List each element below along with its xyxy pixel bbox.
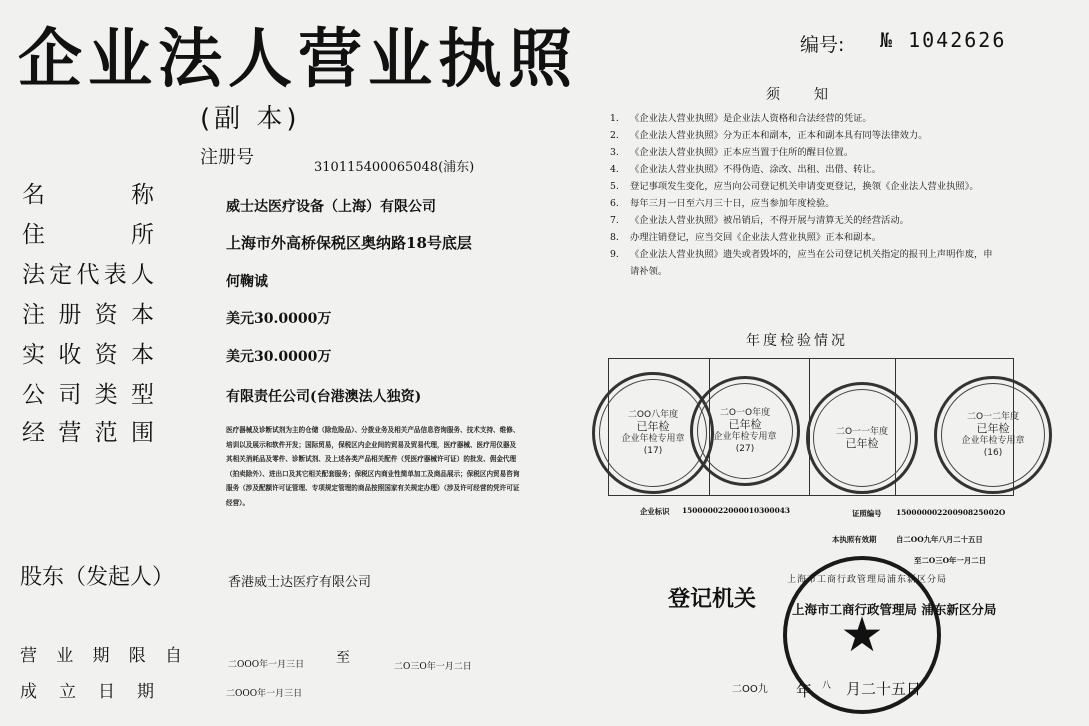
notice-text: 《企业法人营业执照》分为正本和副本，正本和副本具有同等法律效力。 xyxy=(630,130,928,141)
founded-date: 二OOO年一月三日 xyxy=(226,689,303,699)
label-char: 期 xyxy=(92,646,110,666)
notice-list xyxy=(610,110,1000,280)
label-char: 范 xyxy=(94,420,118,446)
stamp-ring xyxy=(813,389,911,487)
label-char: 人 xyxy=(131,262,154,288)
notice-item xyxy=(610,246,1000,280)
valid-to: 至二O三O年一月二日 xyxy=(914,556,987,565)
field-label-address xyxy=(22,216,154,249)
authority-label: 登记机关 xyxy=(668,587,757,612)
cert-number: 15000000220090825002O xyxy=(896,508,1006,517)
notice-text: 《企业法人营业执照》遗失或者毁坏的，应当在公司登记机关指定的报刊上声明作废，申请补领。 xyxy=(630,249,993,277)
label-char: 代 xyxy=(76,262,100,288)
stamp-status: 已年检 xyxy=(636,420,670,433)
label-char: 住 xyxy=(22,222,45,248)
serial-number: № 1042626 xyxy=(880,28,1007,52)
label-char: 定 xyxy=(49,262,73,288)
serial-label: 编号: xyxy=(800,34,845,56)
stamp-year: 二O一二年度 xyxy=(966,412,1020,422)
stamp-status: 已年检 xyxy=(728,418,762,431)
stamp-name: 企业年检专用章 xyxy=(713,432,777,442)
field-value-registered-capital: 美元30.0000万 xyxy=(226,311,332,327)
copy-type: (副 本) xyxy=(200,104,301,134)
notice-text: 《企业法人营业执照》是企业法人资格和合法经营的凭证。 xyxy=(630,113,872,124)
notice-heading: 须知 xyxy=(766,87,862,103)
field-value-company-type: 有限责任公司(台港澳法人独资) xyxy=(226,389,422,405)
stamp-status: 已年检 xyxy=(845,437,879,450)
shareholder-label: 股东（发起人） xyxy=(20,565,175,590)
enterprise-id: 150000022000010300043 xyxy=(682,506,790,515)
registration-label: 注册号 xyxy=(200,147,254,168)
label-char: 公 xyxy=(22,382,45,408)
label-char: 自 xyxy=(165,646,182,666)
label-char: 成 xyxy=(20,682,37,702)
stamp-code: (17) xyxy=(643,446,663,456)
notice-num: 5. xyxy=(610,181,619,192)
issue-year: 二OO九 xyxy=(732,684,768,695)
field-value-business-scope: 医疗器械及诊断试剂为主的仓储（除危险品）、分拨业务及相关产品信息咨询服务、技术支持、维修、培训以及展示和软件开发；国际贸易，保税区内企业间的贸易及贸易代理，医疗器械、医疗用仪器及其相关消耗品及零件、诊断试剂、及上述各类产品相关配件（凭医疗器械许可证）的批发、佣金代理（拍卖除外）、进出口及其它相关配套服务；保税区内商业性简单加工及商品展示；保税区内贸易咨询服务（涉及配额许可证管理、专项规定管理的商品按照国家有关规定办理）（涉及许可经营的凭许可证经营）。 xyxy=(226,426,520,507)
label-char: 营 xyxy=(20,646,37,666)
stamp-year: 二OO八年度 xyxy=(627,410,679,420)
shareholder-value: 香港威士达医疗有限公司 xyxy=(228,575,372,590)
notice-item xyxy=(610,161,1000,178)
annual-stamp xyxy=(690,376,800,486)
notice-item xyxy=(610,127,1000,144)
annual-inspection-heading: 年度检验情况 xyxy=(746,333,848,349)
annual-stamp xyxy=(806,382,918,494)
notice-num: 6. xyxy=(610,198,619,209)
notice-text: 《企业法人营业执照》不得伪造、涂改、出租、出借、转让。 xyxy=(630,164,882,175)
notice-num: 1. xyxy=(610,113,619,124)
field-label-company-type xyxy=(22,376,154,409)
label-char: 立 xyxy=(59,682,76,702)
authority-value: 上海市工商行政管理局 浦东新区分局 xyxy=(792,602,997,617)
stamp-name: 企业年检专用章 xyxy=(961,436,1025,446)
notice-item xyxy=(610,178,1000,195)
valid-from: 自二OO九年八月二十五日 xyxy=(896,535,983,544)
label-char: 日 xyxy=(98,682,115,702)
label-char: 所 xyxy=(131,222,154,248)
notice-item xyxy=(610,110,1000,127)
enterprise-id-label: 企业标识 xyxy=(640,507,670,516)
label-char: 注 xyxy=(22,302,45,328)
label-char: 资 xyxy=(94,302,118,328)
valid-label: 本执照有效期 xyxy=(832,535,877,544)
notice-num: 3. xyxy=(610,147,619,158)
label-char: 业 xyxy=(56,646,74,666)
field-label-business-scope xyxy=(22,414,154,447)
field-label-registered-capital xyxy=(22,296,154,329)
stamp-code: (27) xyxy=(735,444,755,454)
label-char: 称 xyxy=(131,182,154,208)
label-char: 期 xyxy=(137,682,154,702)
stamp-name: 企业年检专用章 xyxy=(621,434,685,444)
founded-label xyxy=(20,677,154,702)
notice-item xyxy=(610,144,1000,161)
notice-text: 每年三月一日至六月三十日，应当参加年度检验。 xyxy=(630,198,835,209)
label-char: 围 xyxy=(130,420,154,446)
stamp-code: (16) xyxy=(983,448,1003,458)
registration-number: 310115400065048(浦东) xyxy=(314,160,475,175)
notice-item xyxy=(610,212,1000,229)
field-value-address: 上海市外高桥保税区奥纳路18号底层 xyxy=(226,234,472,252)
stamp-status: 已年检 xyxy=(976,422,1010,435)
label-char: 型 xyxy=(130,382,154,408)
field-label-legal-rep xyxy=(22,256,154,289)
label-char: 限 xyxy=(128,646,146,666)
term-start: 二OOO年一月三日 xyxy=(228,660,305,670)
notice-text: 办理注销登记，应当交回《企业法人营业执照》正本和副本。 xyxy=(630,232,882,243)
label-char: 收 xyxy=(58,342,82,368)
notice-item xyxy=(610,229,1000,246)
term-end: 二O三O年一月二日 xyxy=(394,662,472,672)
label-char: 名 xyxy=(22,182,45,208)
label-char: 本 xyxy=(130,302,154,328)
issue-month: 八 xyxy=(822,681,832,691)
stamp-ring xyxy=(941,383,1045,487)
notice-num: 8. xyxy=(610,232,619,243)
stamp-ring xyxy=(697,383,793,479)
field-value-paid-capital: 美元30.0000万 xyxy=(226,349,332,365)
field-label-name xyxy=(22,176,154,209)
issue-day: 月二十五日 xyxy=(846,680,922,698)
term-label xyxy=(20,641,182,666)
label-char: 经 xyxy=(22,420,45,446)
label-char: 类 xyxy=(94,382,118,408)
star-icon: ★ xyxy=(840,607,884,663)
field-value-name: 威士达医疗设备（上海）有限公司 xyxy=(226,199,436,215)
seal-text: 上海市工商行政管理局浦东新区分局 xyxy=(787,575,948,585)
label-char: 实 xyxy=(22,342,45,368)
label-char: 法 xyxy=(22,262,45,288)
field-value-legal-rep: 何鞠诚 xyxy=(226,274,268,290)
label-char: 司 xyxy=(58,382,82,408)
label-char: 册 xyxy=(58,302,82,328)
document-title: 企业法人营业执照 xyxy=(18,23,578,97)
notice-text: 《企业法人营业执照》被吊销后，不得开展与清算无关的经营活动。 xyxy=(630,215,909,226)
notice-num: 9. xyxy=(610,249,619,260)
cert-label: 证照编号 xyxy=(852,509,882,518)
term-to: 至 xyxy=(336,650,350,666)
stamp-year: 二O一一年度 xyxy=(835,427,889,437)
notice-num: 7. xyxy=(610,215,619,226)
notice-text: 《企业法人营业执照》正本应当置于住所的醒目位置。 xyxy=(630,147,854,158)
notice-num: 2. xyxy=(610,130,619,141)
field-label-paid-capital xyxy=(22,336,154,369)
label-char: 本 xyxy=(130,342,154,368)
label-char: 资 xyxy=(94,342,118,368)
label-char: 营 xyxy=(58,420,82,446)
issue-year-char: 年 xyxy=(796,681,813,700)
notice-text: 登记事项发生变化，应当向公司登记机关申请变更登记，换领《企业法人营业执照》。 xyxy=(630,181,979,192)
notice-item xyxy=(610,195,1000,212)
annual-stamp xyxy=(934,376,1052,494)
notice-num: 4. xyxy=(610,164,619,175)
label-char: 表 xyxy=(103,262,127,288)
stamp-year: 二O一O年度 xyxy=(719,408,771,418)
